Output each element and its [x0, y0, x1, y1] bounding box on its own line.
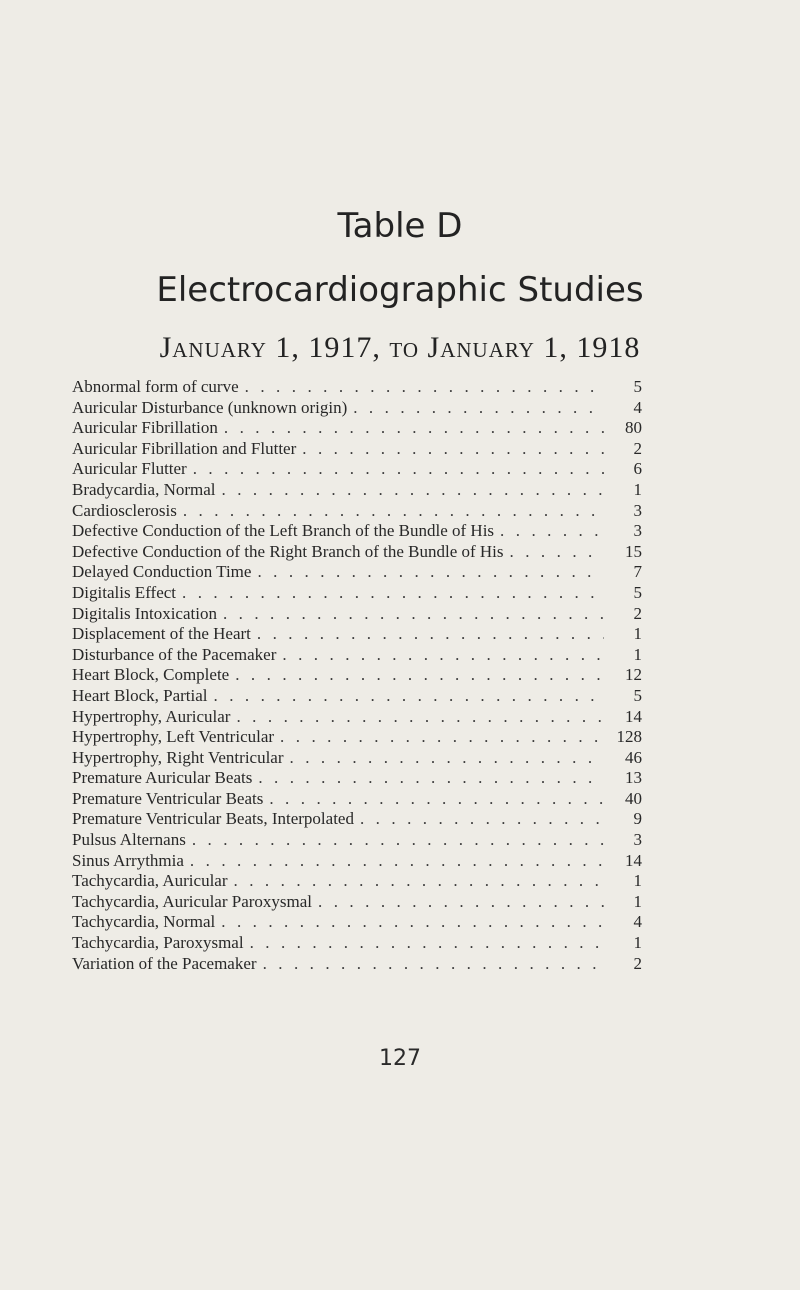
entry-count: 5 — [633, 582, 642, 602]
entry-label: Disturbance of the Pacemaker — [72, 644, 277, 664]
dot-leader — [223, 604, 604, 625]
entry-label: Heart Block, Complete — [72, 665, 230, 685]
entry-label: Defective Conduction of the Left Branch of the Bundle of His — [72, 521, 495, 541]
list-item — [72, 604, 642, 625]
entry-label: Hypertrophy, Right Ventricular — [72, 747, 284, 767]
entry-label: Digitalis Intoxication — [72, 603, 217, 623]
dot-leader — [269, 789, 604, 810]
entry-count: 12 — [625, 665, 642, 685]
entry-label: Heart Block, Partial — [72, 685, 208, 705]
dot-leader — [236, 707, 604, 728]
dot-leader — [302, 439, 604, 460]
entry-label: Tachycardia, Auricular Paroxysmal — [72, 891, 313, 911]
entry-label: Auricular Disturbance (unknown origin) — [72, 397, 348, 417]
list-item — [72, 871, 642, 892]
list-item — [72, 377, 642, 398]
entry-count: 5 — [633, 377, 642, 396]
entry-count: 14 — [625, 706, 642, 726]
entry-label: Auricular Fibrillation — [72, 418, 218, 438]
list-item — [72, 398, 642, 419]
entry-count: 2 — [633, 603, 642, 623]
list-item — [72, 439, 642, 460]
entry-label: Pulsus Alternans — [72, 830, 186, 850]
dot-leader — [234, 871, 604, 892]
dot-leader — [258, 768, 604, 789]
list-item — [72, 583, 642, 604]
entry-count: 1 — [633, 871, 642, 891]
entry-count: 1 — [633, 933, 642, 953]
entry-count: 14 — [625, 850, 642, 870]
list-item — [72, 480, 642, 501]
entry-label: Premature Auricular Beats — [72, 768, 253, 788]
dot-leader — [190, 851, 604, 872]
entry-count: 46 — [625, 747, 642, 767]
dot-leader — [222, 480, 605, 501]
entry-count: 5 — [633, 685, 642, 705]
entry-count: 2 — [633, 438, 642, 458]
entry-count: 80 — [625, 418, 642, 438]
entry-count: 1 — [633, 891, 642, 911]
dot-leader — [257, 624, 604, 645]
dot-leader — [282, 645, 604, 666]
dot-leader — [263, 954, 604, 975]
entry-label: Premature Ventricular Beats, Interpolated — [72, 809, 354, 829]
entry-count: 40 — [625, 788, 642, 808]
list-item — [72, 459, 642, 480]
entry-label: Premature Ventricular Beats — [72, 788, 264, 808]
list-item — [72, 789, 642, 810]
entry-count: 3 — [633, 500, 642, 520]
list-item — [72, 521, 642, 542]
entry-count: 3 — [633, 521, 642, 541]
entry-count: 128 — [616, 727, 642, 747]
dot-leader — [193, 459, 604, 480]
dot-leader — [245, 377, 604, 398]
entry-label: Tachycardia, Normal — [72, 912, 216, 932]
entry-label: Hypertrophy, Auricular — [72, 706, 231, 726]
dot-leader — [182, 583, 604, 604]
list-item — [72, 912, 642, 933]
date-range: January 1, 1917, to January 1, 1918 — [159, 331, 641, 364]
list-item — [72, 933, 642, 954]
dot-leader — [214, 686, 605, 707]
dot-leader — [235, 665, 604, 686]
list-item — [72, 727, 642, 748]
entry-label: Tachycardia, Auricular — [72, 871, 228, 891]
entry-label: Tachycardia, Paroxysmal — [72, 933, 244, 953]
diagnosis-list — [72, 377, 642, 974]
page-title: Table D — [337, 206, 463, 246]
entry-count: 1 — [633, 479, 642, 499]
entry-count: 6 — [633, 459, 642, 479]
list-item — [72, 542, 642, 563]
page-number: 127 — [379, 1046, 421, 1071]
entry-count: 9 — [633, 809, 642, 829]
list-item — [72, 645, 642, 666]
dot-leader — [221, 912, 604, 933]
list-item — [72, 748, 642, 769]
dot-leader — [510, 542, 604, 563]
dot-leader — [500, 521, 604, 542]
list-item — [72, 562, 642, 583]
entry-label: Defective Conduction of the Right Branch of the Bundle of His — [72, 541, 504, 561]
dot-leader — [257, 562, 604, 583]
list-item — [72, 418, 642, 439]
entry-label: Variation of the Pacemaker — [72, 953, 257, 973]
dot-leader — [318, 892, 604, 913]
page-subtitle: Electrocardiographic Studies — [156, 270, 644, 310]
entry-count: 4 — [633, 397, 642, 417]
list-item — [72, 809, 642, 830]
dot-leader — [353, 398, 604, 419]
list-item — [72, 851, 642, 872]
list-item — [72, 665, 642, 686]
list-item — [72, 768, 642, 789]
entry-count: 4 — [633, 912, 642, 932]
entry-label: Auricular Flutter — [72, 459, 187, 479]
entry-label: Auricular Fibrillation and Flutter — [72, 438, 297, 458]
dot-leader — [224, 418, 604, 439]
list-item — [72, 892, 642, 913]
list-item — [72, 501, 642, 522]
entry-label: Displacement of the Heart — [72, 624, 251, 644]
list-item — [72, 707, 642, 728]
dot-leader — [192, 830, 604, 851]
dot-leader — [290, 748, 604, 769]
dot-leader — [280, 727, 604, 748]
entry-label: Hypertrophy, Left Ventricular — [72, 727, 275, 747]
entry-label: Delayed Conduction Time — [72, 562, 252, 582]
entry-label: Sinus Arrythmia — [72, 850, 184, 870]
list-item — [72, 686, 642, 707]
dot-leader — [183, 501, 604, 522]
entry-count: 1 — [633, 644, 642, 664]
entry-count: 15 — [625, 541, 642, 561]
dot-leader — [360, 809, 604, 830]
list-item — [72, 954, 642, 975]
entry-count: 3 — [633, 830, 642, 850]
entry-label: Bradycardia, Normal — [72, 479, 216, 499]
dot-leader — [250, 933, 604, 954]
entry-label: Abnormal form of curve — [72, 377, 239, 396]
entry-count: 1 — [633, 624, 642, 644]
list-item — [72, 624, 642, 645]
entry-count: 7 — [633, 562, 642, 582]
entry-label: Digitalis Effect — [72, 582, 177, 602]
entry-label: Cardiosclerosis — [72, 500, 177, 520]
entry-count: 2 — [633, 953, 642, 973]
list-item — [72, 830, 642, 851]
entry-count: 13 — [625, 768, 642, 788]
